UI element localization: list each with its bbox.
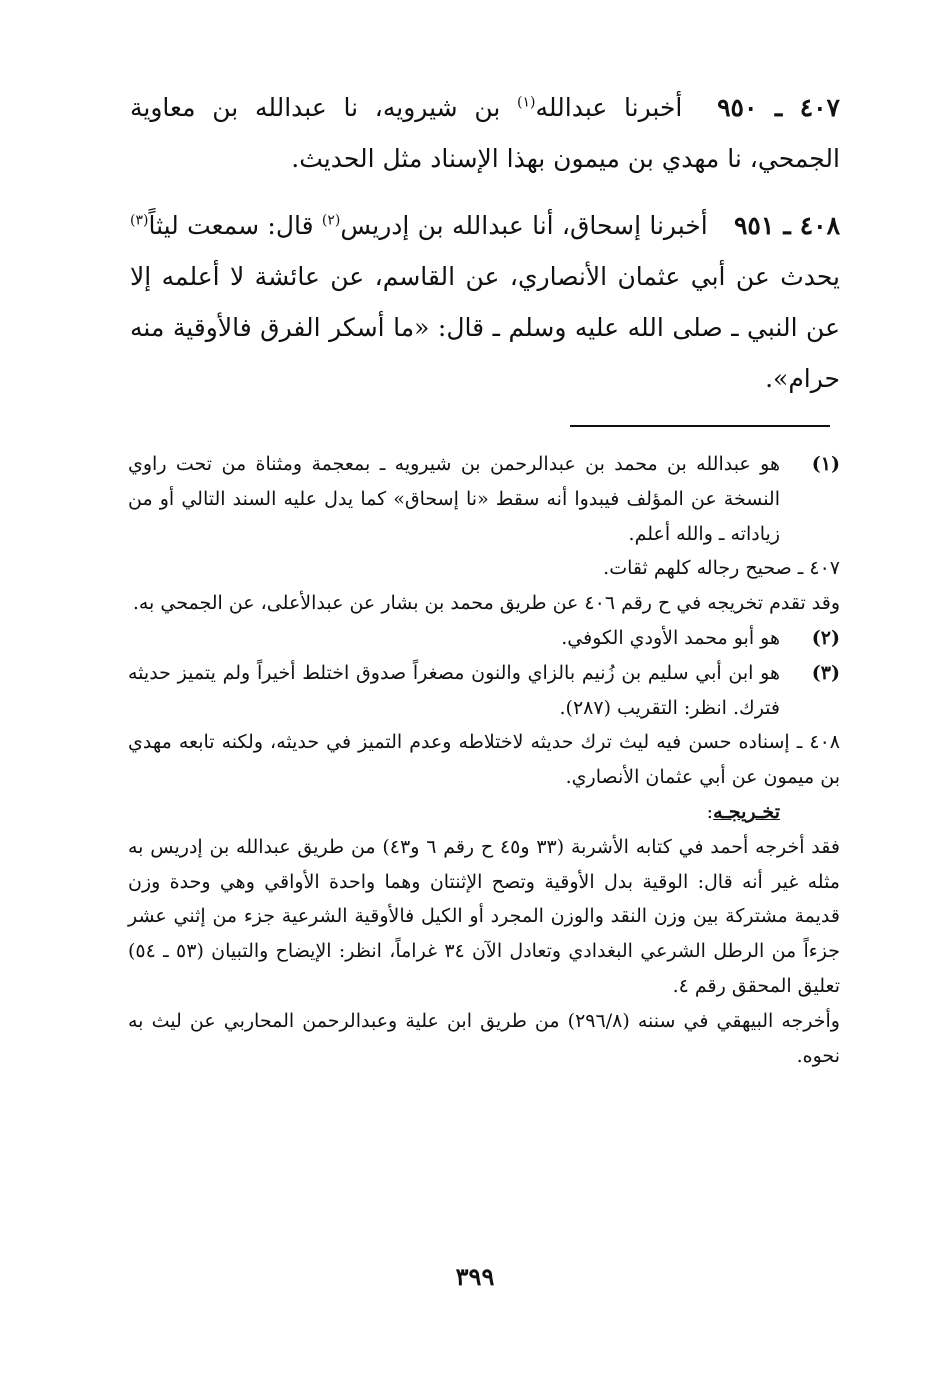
footnote-text: هو ابن أبي سليم بن زُنيم بالزاي والنون مصغراً صدوق اختلط أخيراً ولم يتميز حديثه فترك. انظر: التقريب (٢٨٧). <box>128 661 780 719</box>
takhrij-heading <box>128 795 840 830</box>
hadith-407 <box>130 82 840 184</box>
footnotes <box>128 447 840 1073</box>
commentary-407-body: وقد تقدم تخريجه في ح رقم ٤٠٦ عن طريق محمد بن بشار عن عبدالأعلى، عن الجمحي به. <box>132 592 840 615</box>
footnote-marker: (٣) <box>811 661 840 684</box>
hadith-number: ٤٠٨ ـ ٩٥١ <box>733 211 841 240</box>
footnote-3 <box>128 656 840 726</box>
footnote-text: هو عبدالله بن محمد بن عبدالرحمن بن شيرويه ـ بمعجمة ومثناة من تحت راوي النسخة عن المؤلف فيبدوا أنه سقط «نا إسحاق» كما يدل عليه السند التالي أو من زياداته ـ والله أعلم. <box>128 453 780 545</box>
commentary-408: ٤٠٨ ـ إسناده حسن فيه ليث ترك حديثه لاختلاطه وعدم التميز في حديثه، ولكنه تابعه مهدي بن ميمون عن أبي عثمان الأنصاري. <box>128 731 840 789</box>
footnote-marker: (١) <box>811 453 840 475</box>
footnote-ref[interactable]: (٣) <box>130 212 149 229</box>
takhrij-paragraph-1: فقد أخرجه أحمد في كتابه الأشربة (٣٣ و٤٥ ح رقم ٦ و٤٣) من طريق عبدالله بن إدريس به مثله غير أنه قال: الوقية بدل الأوقية وتصح الإثنتان وهما واحدة الأواقي وهي وحدة وزن قديمة مشتركة بين وزن النقد والوزن المجرد أو الكيل فالأوقية الشرعية جزء من إثني عشر جزءاً من الرطل الشرعي البغدادي وتعادل الآن ٣٤ غراماً، انظر: الإيضاح والتبيان (٥٣ ـ ٥٤) تعليق المحقق رقم ٤. <box>128 835 840 997</box>
main-text <box>130 82 840 404</box>
page-number: ٣٩٩ <box>455 1262 495 1291</box>
hadith-text: بن شيرويه، نا عبدالله بن معاوية الجمحي، نا مهدي بن ميمون بهذا الإسناد مثل الحديث. <box>130 93 840 173</box>
takhrij-paragraph-2: وأخرجه البيهقي في سننه (٢٩٦/٨) من طريق ابن علية وعبدالرحمن المحاربي عن ليث به نحوه. <box>128 1009 840 1067</box>
footnote-ref[interactable]: (١) <box>517 94 536 111</box>
hadith-text: يحدث عن أبي عثمان الأنصاري، عن القاسم، عن عائشة لا أعلمه إلا عن النبي ـ صلى الله عليه وسلم ـ قال: «ما أسكر الفرق فالأوقية منه حرام». <box>130 262 840 393</box>
footnote-divider <box>570 425 830 427</box>
hadith-text: أخبرنا إسحاق، أنا عبدالله بن إدريس <box>340 211 708 240</box>
footnote-2 <box>128 621 840 656</box>
hadith-number: ٤٠٧ ـ ٩٥٠ <box>717 93 840 122</box>
footnote-1 <box>128 447 840 551</box>
hadith-text: قال: سمعت ليثاً <box>148 211 322 240</box>
hadith-text: أخبرنا عبدالله <box>535 93 683 122</box>
commentary-407-head: ٤٠٧ ـ صحيح رجاله كلهم ثقات. <box>603 557 840 580</box>
footnote-ref[interactable]: (٢) <box>321 212 341 229</box>
section-heading: تخـريجـه <box>713 800 780 823</box>
hadith-408 <box>130 200 840 404</box>
footnote-marker: (٢) <box>811 626 840 649</box>
footnote-text: هو أبو محمد الأودي الكوفي. <box>561 626 780 649</box>
heading-colon: : <box>706 800 714 823</box>
